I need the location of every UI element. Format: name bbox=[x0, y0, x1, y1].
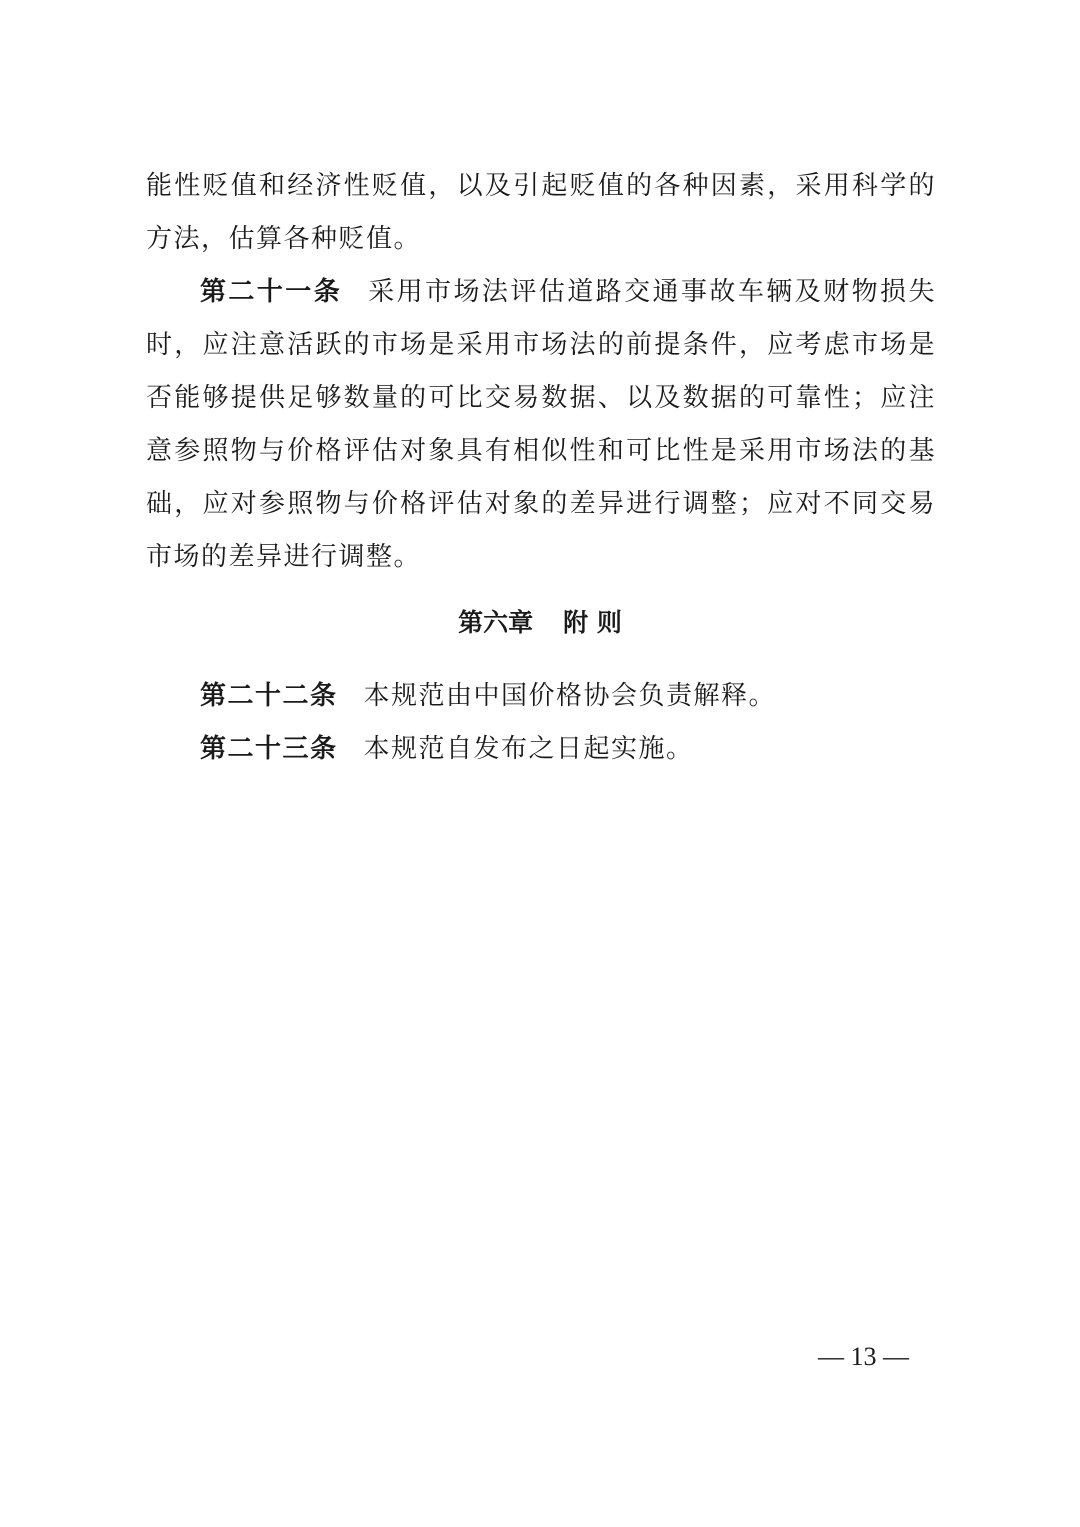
article-number: 第二十二条 bbox=[200, 681, 338, 711]
chapter-heading bbox=[0, 596, 1080, 649]
paragraph-text: 能性贬值和经济性贬值，以及引起贬值的各种因素，采用科学的方法，估算各种贬值。 bbox=[146, 171, 936, 254]
article-text: 本规范自发布之日起实施。 bbox=[363, 734, 694, 764]
article-21 bbox=[146, 266, 936, 584]
article-23 bbox=[146, 723, 936, 776]
article-number: 第二十三条 bbox=[200, 734, 338, 764]
paragraph-continued bbox=[146, 160, 936, 266]
article-number: 第二十一条 bbox=[200, 277, 343, 307]
chapter-title: 附 则 bbox=[563, 608, 622, 637]
page-number: — 13 — bbox=[818, 1342, 909, 1371]
article-22 bbox=[146, 670, 936, 723]
article-text: 本规范由中国价格协会负责解释。 bbox=[363, 681, 777, 711]
chapter-number: 第六章 bbox=[458, 608, 534, 637]
article-text: 采用市场法评估道路交通事故车辆及财物损失时，应注意活跃的市场是采用市场法的前提条件，应考虑市场是否能够提供足够数量的可比交易数据、以及数据的可靠性；应注意参照物与价格评估对象具有相似性和可比性是采用市场法的基础，应对参照物与价格评估对象的差异进行调整；应对不同交易市场的差异进行调整。 bbox=[146, 277, 936, 572]
